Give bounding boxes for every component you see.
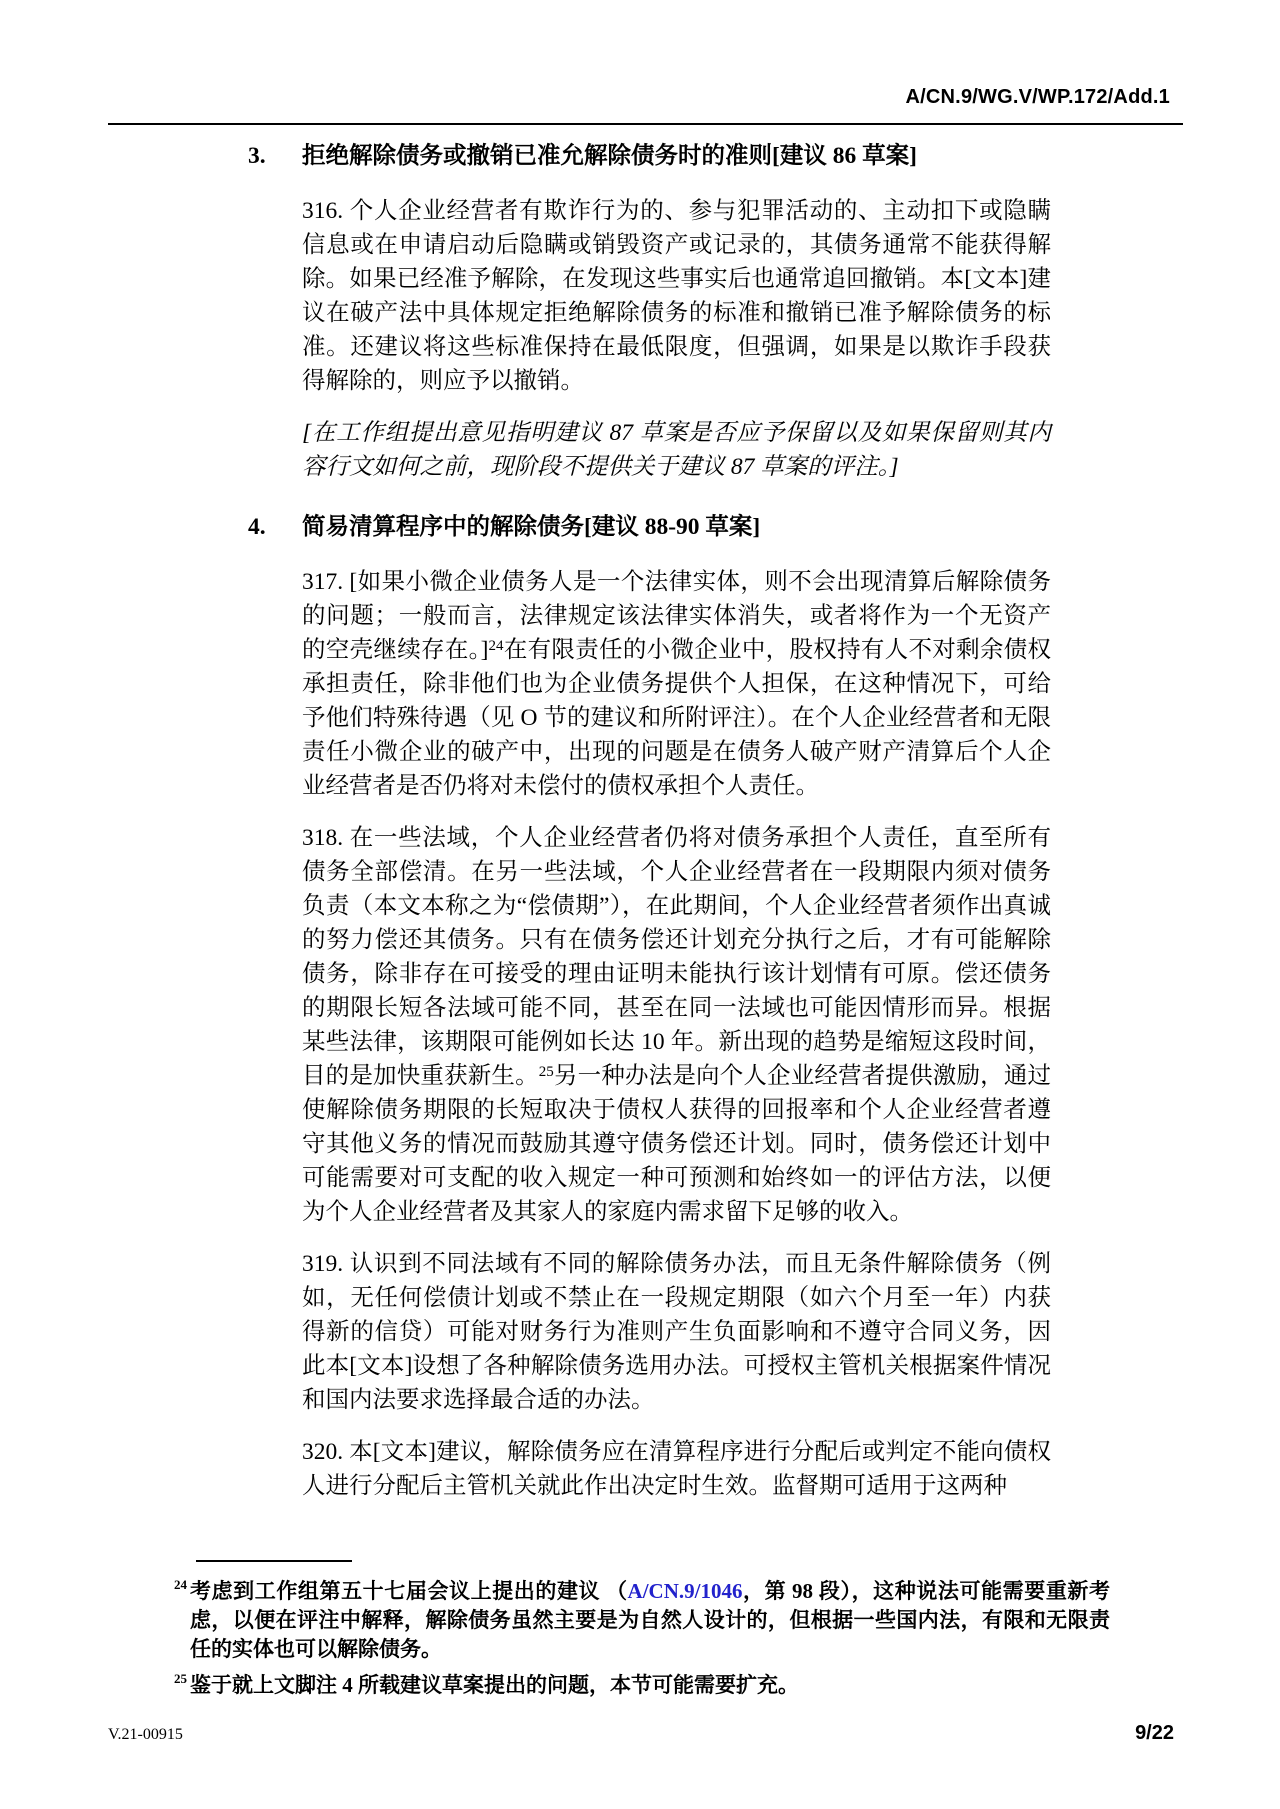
- header-rule: [108, 123, 1183, 125]
- paragraph-318: [302, 821, 1051, 1229]
- section-4-title: 简易清算程序中的解除债务[建议 88-90 草案]: [302, 514, 761, 540]
- paragraph-318-text: 318. 在一些法域，个人企业经营者仍将对债务承担个人责任，直至所有债务全部偿清。在另一些法域，个人企业经营者在一段期限内须对债务负责（本文本称之为“偿债期”），在此期间，个人企业经营者须作出真诚的努力偿还其债务。只有在债务偿还计划充分执行之后，才有可能解除债务，除非存在可接受的理由证明未能执行该计划情有可原。偿还债务的期限长短各法域可能不同，甚至在同一法域也可能因情形而异。根据某些法律，该期限可能例如长达 10 年。新出现的趋势是缩短这段时间，目的是加快重获新生。: [302, 825, 1051, 1089]
- section-3-title: 拒绝解除债务或撤销已准允解除债务时的准则[建议 86 草案]: [302, 143, 917, 169]
- paragraph-317: [302, 565, 1051, 803]
- footnote-separator: [196, 1560, 352, 1562]
- footnotes-section: [0, 1560, 1280, 1707]
- document-body: [0, 141, 1280, 1503]
- footnote-25-marker: 25: [174, 1671, 187, 1686]
- footnote-24-marker: 24: [174, 1577, 187, 1592]
- paragraph-319: 319. 认识到不同法域有不同的解除债务办法，而且无条件解除债务（例如，无任何偿债计划或不禁止在一段规定期限（如六个月至一年）内获得新的信贷）可能对财务行为准则产生负面影响和不遵守合同义务，因此本[文本]设想了各种解除债务选用办法。可授权主管机关根据案件情况和国内法要求选择最合适的办法。: [302, 1251, 1051, 1413]
- footnote-ref-25: 25: [538, 1064, 554, 1080]
- paragraph-316: 316. 个人企业经营者有欺诈行为的、参与犯罪活动的、主动扣下或隐瞒信息或在申请启动后隐瞒或销毁资产或记录的，其债务通常不能获得解除。如果已经准予解除，在发现这些事实后也通常追回撤销。本[文本]建议在破产法中具体规定拒绝解除债务的标准和撤销已准予解除债务的标准。还建议将这些标准保持在最低限度，但强调，如果是以欺诈手段获得解除的，则应予以撤销。: [302, 198, 1051, 394]
- footnote-24-document-link[interactable]: A/CN.9/1046: [627, 1579, 743, 1603]
- section-4-number: 4.: [248, 514, 266, 540]
- page-header: [0, 0, 1280, 125]
- section-4-heading: [248, 512, 1100, 543]
- section-3-heading: [248, 141, 1100, 172]
- section-3-number: 3.: [248, 143, 266, 169]
- footnote-ref-24: 24: [488, 638, 504, 654]
- note-recommendation-87: [在工作组提出意见指明建议 87 草案是否应予保留以及如果保留则其内容行文如何之前，现阶段不提供关于建议 87 草案的评注。]: [302, 420, 1051, 480]
- footnote-24-text: 考虑到工作组第五十七届会议上提出的建议 （: [190, 1579, 628, 1603]
- footnote-24: [174, 1577, 1111, 1664]
- page-footer: [108, 1722, 1174, 1745]
- footnote-25: [174, 1671, 1110, 1700]
- page-number: 9/22: [1135, 1722, 1174, 1744]
- paragraph-317-text: 317. [如果小微企业债务人是一个法律实体，则不会出现清算后解除债务的问题；一般而言，法律规定该法律实体消失，或者将作为一个无资产的空壳继续存在。]: [302, 569, 1051, 663]
- document-symbol: A/CN.9/WG.V/WP.172/Add.1: [905, 86, 1170, 108]
- footnote-24-text-cont: ，第 98 段），这种说法可能需要重新考虑，以便在评注中解释，解除债务虽然主要是为自然人设计的，但根据一些国内法，有限和无限责任的实体也可以解除债务。: [190, 1579, 1111, 1661]
- footnote-25-text: 鉴于就上文脚注 4 所载建议草案提出的问题，本节可能需要扩充。: [190, 1673, 799, 1697]
- job-number: V.21-00915: [108, 1726, 183, 1743]
- paragraph-317-text-cont: 在有限责任的小微企业中，股权持有人不对剩余债权承担责任，除非他们也为企业债务提供个人担保，在这种情况下，可给予他们特殊待遇（见 O 节的建议和所附评注）。在个人企业经营者和无限责任小微企业的破产中，出现的问题是在债务人破产财产清算后个人企业经营者是否仍将对未偿付的债权承担个人责任。: [302, 637, 1052, 799]
- paragraph-320: 320. 本[文本]建议，解除债务应在清算程序进行分配后或判定不能向债权人进行分配后主管机关就此作出决定时生效。监督期可适用于这两种: [302, 1439, 1051, 1499]
- paragraph-318-text-cont: 另一种办法是向个人企业经营者提供激励，通过使解除债务期限的长短取决于债权人获得的回报率和个人企业经营者遵守其他义务的情况而鼓励其遵守债务偿还计划。同时，债务偿还计划中可能需要对可支配的收入规定一种可预测和始终如一的评估方法，以便为个人企业经营者及其家人的家庭内需求留下足够的收入。: [302, 1063, 1052, 1225]
